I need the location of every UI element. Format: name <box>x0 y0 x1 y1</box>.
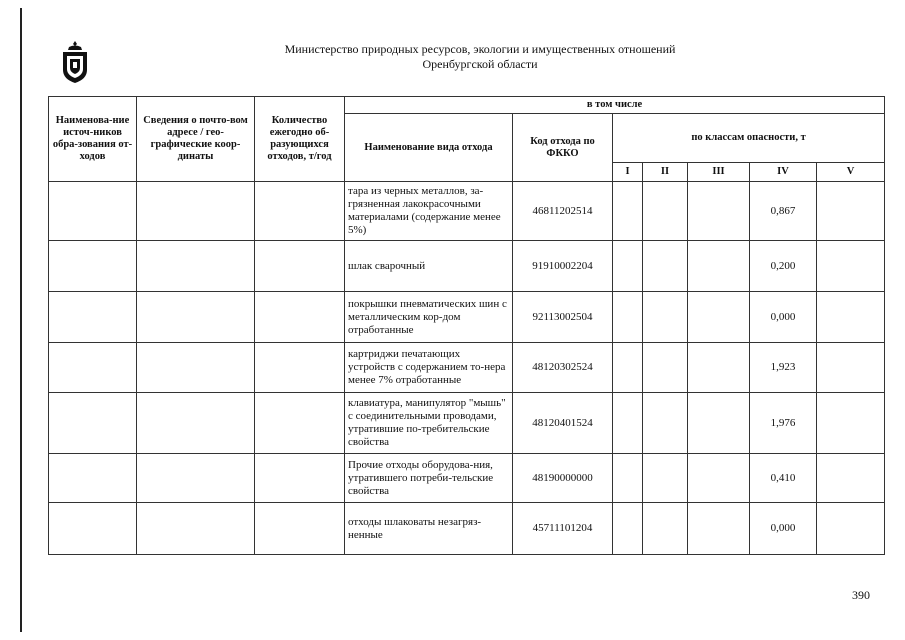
table-row <box>49 454 885 503</box>
class-4-value: 0,867 <box>750 182 817 241</box>
class-5-cell <box>817 292 885 343</box>
class-3-cell <box>688 241 750 292</box>
class-1-cell <box>613 292 643 343</box>
quantity-cell <box>255 454 345 503</box>
fkko-code-cell: 91910002204 <box>513 241 613 292</box>
quantity-cell <box>255 292 345 343</box>
class-3-cell <box>688 393 750 454</box>
source-cell <box>49 292 137 343</box>
region-name: Оренбургской области <box>422 57 538 71</box>
waste-name-cell: тара из черных металлов, за-грязненная лакокрасочными материалами (содержание менее 5%) <box>345 182 513 241</box>
waste-name-cell: отходы шлаковаты незагряз-ненные <box>345 503 513 555</box>
address-cell <box>137 182 255 241</box>
scan-edge-line <box>20 8 22 632</box>
class-4-value: 0,200 <box>750 241 817 292</box>
quantity-cell <box>255 241 345 292</box>
header-including: в том числе <box>345 97 885 114</box>
class-1-cell <box>613 393 643 454</box>
class-2-cell <box>643 182 688 241</box>
source-cell <box>49 454 137 503</box>
waste-name-cell: шлак сварочный <box>345 241 513 292</box>
header-class-5: V <box>817 163 885 182</box>
source-cell <box>49 343 137 393</box>
class-5-cell <box>817 241 885 292</box>
class-1-cell <box>613 454 643 503</box>
class-2-cell <box>643 292 688 343</box>
table-row <box>49 393 885 454</box>
address-cell <box>137 503 255 555</box>
class-4-value: 1,923 <box>750 343 817 393</box>
class-1-cell <box>613 343 643 393</box>
waste-name-cell: клавиатура, манипулятор "мышь" с соединительными проводами, утратившие по-требительские свойства <box>345 393 513 454</box>
address-cell <box>137 343 255 393</box>
address-cell <box>137 292 255 343</box>
address-cell <box>137 393 255 454</box>
address-cell <box>137 454 255 503</box>
table-row <box>49 343 885 393</box>
quantity-cell <box>255 343 345 393</box>
header-address: Сведения о почто-вом адресе / гео-графические коор-динаты <box>137 97 255 182</box>
source-cell <box>49 503 137 555</box>
oblast-coat-of-arms-icon <box>60 40 90 84</box>
fkko-code-cell: 48190000000 <box>513 454 613 503</box>
waste-name-cell: покрышки пневматических шин с металлическим кор-дом отработанные <box>345 292 513 343</box>
table-row <box>49 292 885 343</box>
class-5-cell <box>817 454 885 503</box>
waste-name-cell: картриджи печатающих устройств с содержанием то-нера менее 7% отработанные <box>345 343 513 393</box>
class-4-value: 1,976 <box>750 393 817 454</box>
header-class-3: III <box>688 163 750 182</box>
class-1-cell <box>613 182 643 241</box>
quantity-cell <box>255 503 345 555</box>
class-2-cell <box>643 241 688 292</box>
fkko-code-cell: 48120401524 <box>513 393 613 454</box>
table-row <box>49 182 885 241</box>
class-3-cell <box>688 503 750 555</box>
class-1-cell <box>613 241 643 292</box>
fkko-code-cell: 48120302524 <box>513 343 613 393</box>
class-3-cell <box>688 454 750 503</box>
quantity-cell <box>255 182 345 241</box>
table-row <box>49 503 885 555</box>
waste-table <box>48 96 885 555</box>
fkko-code-cell: 46811202514 <box>513 182 613 241</box>
header-hazard-classes: по классам опасности, т <box>613 114 885 163</box>
class-3-cell <box>688 182 750 241</box>
fkko-code-cell: 45711101204 <box>513 503 613 555</box>
quantity-cell <box>255 393 345 454</box>
class-4-value: 0,000 <box>750 292 817 343</box>
header-class-2: II <box>643 163 688 182</box>
ministry-name: Министерство природных ресурсов, экологии и имущественных отношений <box>284 42 676 56</box>
class-3-cell <box>688 343 750 393</box>
address-cell <box>137 241 255 292</box>
waste-name-cell: Прочие отходы оборудова-ния, утратившего потреби-тельские свойства <box>345 454 513 503</box>
page-number: 390 <box>852 588 870 602</box>
class-4-value: 0,000 <box>750 503 817 555</box>
source-cell <box>49 241 137 292</box>
class-2-cell <box>643 503 688 555</box>
header-annual-quantity: Количество ежегодно об-разующихся отходов, т/год <box>255 97 345 182</box>
class-1-cell <box>613 503 643 555</box>
class-4-value: 0,410 <box>750 454 817 503</box>
header-waste-source: Наименова-ние источ-ников обра-зования от-ходов <box>49 97 137 182</box>
class-5-cell <box>817 182 885 241</box>
header-class-1: I <box>613 163 643 182</box>
class-5-cell <box>817 503 885 555</box>
class-5-cell <box>817 343 885 393</box>
header-class-4: IV <box>750 163 817 182</box>
class-2-cell <box>643 393 688 454</box>
header-fkko-code: Код отхода по ФККО <box>513 114 613 182</box>
header-waste-name: Наименование вида отхода <box>345 114 513 182</box>
class-3-cell <box>688 292 750 343</box>
class-2-cell <box>643 454 688 503</box>
table-row <box>49 241 885 292</box>
class-5-cell <box>817 393 885 454</box>
source-cell <box>49 393 137 454</box>
class-2-cell <box>643 343 688 393</box>
source-cell <box>49 182 137 241</box>
fkko-code-cell: 92113002504 <box>513 292 613 343</box>
document-header <box>200 42 760 72</box>
